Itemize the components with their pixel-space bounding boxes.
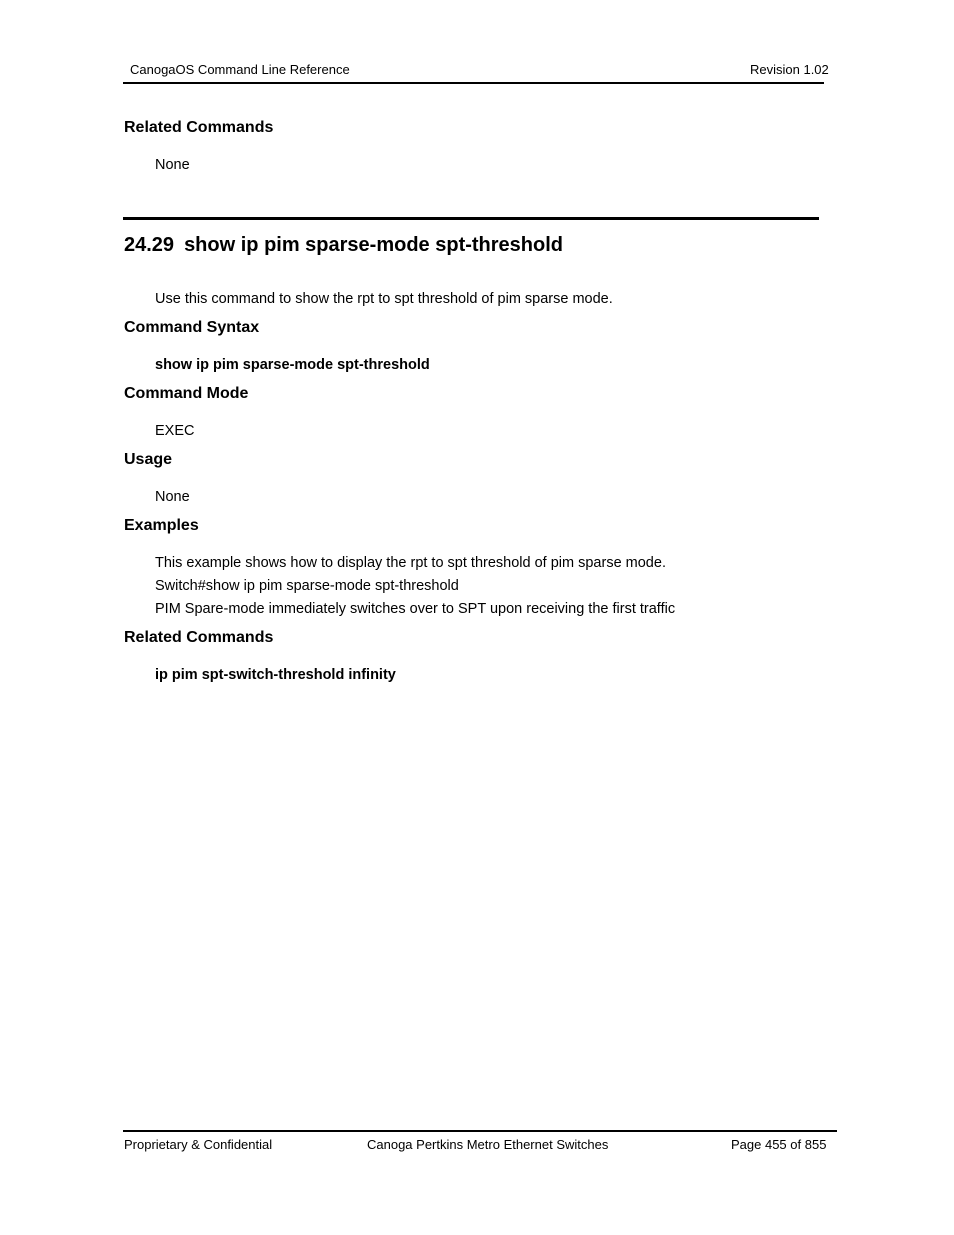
footer-rule <box>123 1130 837 1132</box>
usage-text: None <box>155 489 190 505</box>
related-text: ip pim spt-switch-threshold infinity <box>155 667 396 683</box>
section-description: Use this command to show the rpt to spt threshold of pim sparse mode. <box>155 291 613 307</box>
header-revision: Revision 1.02 <box>750 62 829 77</box>
mode-text: EXEC <box>155 423 195 439</box>
footer-page: Page 455 of 855 <box>731 1137 827 1152</box>
example-line: PIM Spare-mode immediately switches over to SPT upon receiving the first traffic <box>155 601 676 617</box>
usage-heading: Usage <box>124 451 173 468</box>
section-rule <box>123 217 819 220</box>
related-heading: Related Commands <box>124 629 274 646</box>
prev-related-heading: Related Commands <box>124 119 274 136</box>
header-title: CanogaOS Command Line Reference <box>130 62 350 77</box>
section-title-text: show ip pim sparse-mode spt-threshold <box>184 234 563 256</box>
example-line: This example shows how to display the rpt to spt threshold of pim sparse mode. <box>155 555 666 571</box>
footer-left: Proprietary & Confidential <box>124 1137 273 1152</box>
examples-heading: Examples <box>124 517 199 534</box>
example-line: Switch#show ip pim sparse-mode spt-threshold <box>155 578 459 594</box>
syntax-text: show ip pim sparse-mode spt-threshold <box>155 357 430 373</box>
section-title <box>124 234 563 257</box>
mode-heading: Command Mode <box>124 385 249 402</box>
header-rule <box>123 82 824 84</box>
section-number: 24.29 <box>124 234 175 256</box>
syntax-heading: Command Syntax <box>124 319 260 336</box>
footer-center: Canoga Pertkins Metro Ethernet Switches <box>367 1137 609 1152</box>
prev-related-text: None <box>155 157 190 173</box>
